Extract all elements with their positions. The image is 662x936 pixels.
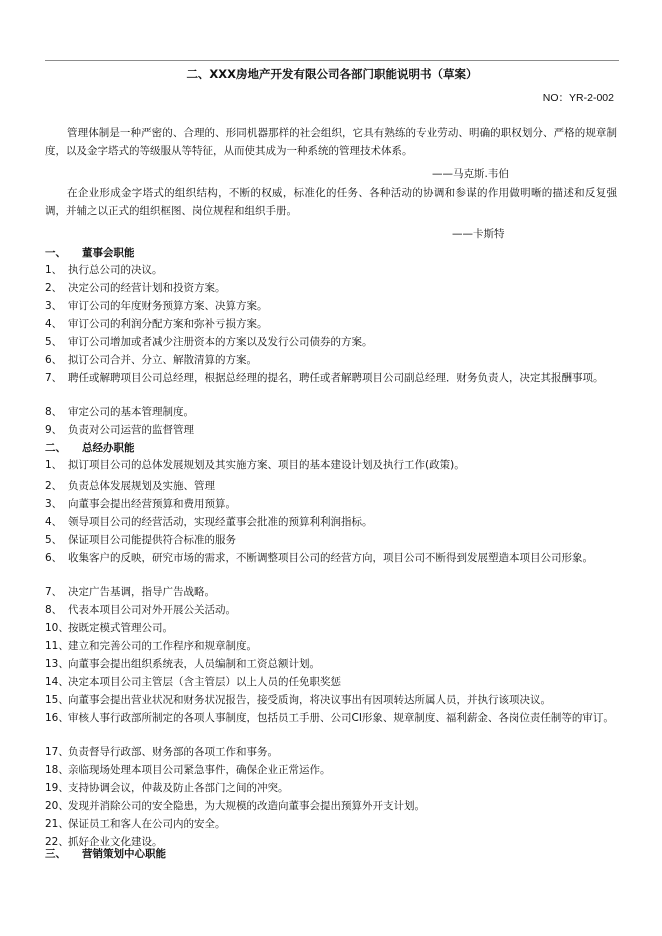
item-text: 发现并消除公司的安全隐患，为大规模的改造向董事会提出预算外开支计划。 bbox=[68, 800, 425, 812]
item-text: 审订公司的年度财务预算方案、决算方案。 bbox=[68, 300, 268, 312]
list-item bbox=[45, 584, 617, 600]
item-number: 5、 bbox=[45, 336, 63, 348]
item-text: 执行总公司的决议。 bbox=[68, 264, 163, 276]
item-number: 13、 bbox=[45, 658, 69, 670]
list-item bbox=[45, 674, 617, 690]
list-item bbox=[45, 478, 617, 494]
item-text: 负责总体发展规划及实施、管理 bbox=[68, 480, 215, 492]
item-number: 3、 bbox=[45, 300, 63, 312]
item-text: 拟订公司合并、分立、解散清算的方案。 bbox=[68, 354, 257, 366]
list-item bbox=[45, 780, 617, 796]
item-number: 8、 bbox=[45, 604, 63, 616]
list-item bbox=[45, 298, 617, 314]
list-item bbox=[45, 334, 617, 350]
item-text: 决定公司的经营计划和投资方案。 bbox=[68, 282, 226, 294]
item-number: 17、 bbox=[45, 746, 69, 758]
item-number: 8、 bbox=[45, 406, 63, 418]
section-heading-board bbox=[45, 245, 135, 260]
item-number: 1、 bbox=[45, 459, 63, 471]
item-text: 保证项目公司能提供符合标准的服务 bbox=[68, 534, 236, 546]
item-text: 抓好企业文化建设。 bbox=[68, 836, 163, 848]
item-number: 9、 bbox=[45, 424, 63, 436]
item-number: 2、 bbox=[45, 282, 63, 294]
section-title: 总经办职能 bbox=[82, 442, 135, 454]
list-item bbox=[45, 816, 617, 832]
item-number: 6、 bbox=[45, 354, 63, 366]
list-item bbox=[45, 280, 617, 296]
intro-signature-kast: ——卡斯特 bbox=[452, 228, 505, 240]
list-item bbox=[45, 798, 617, 814]
item-number: 4、 bbox=[45, 318, 63, 330]
list-item bbox=[45, 532, 617, 548]
list-item bbox=[45, 550, 617, 566]
list-item bbox=[45, 422, 617, 438]
list-item bbox=[45, 602, 617, 618]
list-item bbox=[45, 514, 617, 530]
section-heading-gm-office bbox=[45, 440, 135, 455]
intro-quote-kast: 在企业形成金字塔式的组织结构，不断的权威，标准化的任务、各种活动的协调和参谋的作用做明晰的描述和反复强调，并辅之以正式的组织框图、岗位规程和组织手册。 bbox=[45, 187, 617, 217]
list-item bbox=[45, 370, 617, 386]
item-number: 11、 bbox=[45, 640, 69, 652]
item-text: 决定本项目公司主管层（含主管层）以上人员的任免职奖惩 bbox=[68, 676, 341, 688]
item-text: 向董事会提出营业状况和财务状况报告，接受质询，将决议事出有因项转达所属人员，并执行该项决议。 bbox=[68, 694, 551, 706]
item-text: 按既定模式管理公司。 bbox=[68, 622, 173, 634]
item-text: 决定广告基调，指导广告战略。 bbox=[68, 586, 215, 598]
section-number: 三、 bbox=[45, 848, 66, 860]
intro-quote-weber: 管理体制是一种严密的、合理的、形同机器那样的社会组织，它具有熟练的专业劳动、明确的职权划分、严格的规章制度，以及金字塔式的等级服从等特征，从而使其成为一种系统的管理技术体系。 bbox=[45, 127, 617, 157]
item-text: 聘任或解聘项目公司总经理，根据总经理的提名，聘任或者解聘项目公司副总经理．财务负责人，决定其报酬事项。 bbox=[68, 372, 604, 384]
item-text: 审定公司的基本管理制度。 bbox=[68, 406, 194, 418]
item-text: 建立和完善公司的工作程序和规章制度。 bbox=[68, 640, 257, 652]
item-number: 7、 bbox=[45, 372, 63, 384]
header-rule bbox=[45, 60, 619, 61]
list-item bbox=[45, 762, 617, 778]
section-number: 一、 bbox=[45, 247, 66, 259]
item-number: 20、 bbox=[45, 800, 69, 812]
list-item bbox=[45, 638, 617, 654]
section-title: 董事会职能 bbox=[82, 247, 135, 259]
item-text: 负责对公司运营的监督管理 bbox=[68, 424, 194, 436]
list-item bbox=[45, 710, 617, 726]
item-number: 10、 bbox=[45, 622, 69, 634]
item-number: 19、 bbox=[45, 782, 69, 794]
item-number: 14、 bbox=[45, 676, 69, 688]
item-number: 3、 bbox=[45, 498, 63, 510]
item-number: 4、 bbox=[45, 516, 63, 528]
list-item bbox=[45, 656, 617, 672]
item-number: 21、 bbox=[45, 818, 69, 830]
item-text: 拟订项目公司的总体发展规划及其实施方案、项目的基本建设计划及执行工作(政策)。 bbox=[68, 459, 465, 471]
list-item bbox=[45, 457, 617, 473]
list-item bbox=[45, 404, 617, 420]
item-text: 亲临现场处理本项目公司紧急事件，确保企业正常运作。 bbox=[68, 764, 331, 776]
list-item bbox=[45, 744, 617, 760]
item-number: 18、 bbox=[45, 764, 69, 776]
item-number: 16、 bbox=[45, 712, 69, 724]
item-text: 负责督导行政部、财务部的各项工作和事务。 bbox=[68, 746, 278, 758]
item-number: 22、 bbox=[45, 836, 69, 848]
document-title: 二、XXX房地产开发有限公司各部门职能说明书（草案） bbox=[186, 67, 478, 81]
section-heading-marketing bbox=[45, 846, 166, 861]
item-text: 审核人事行政部所制定的各项人事制度，包括员工手册、公司CI形象、规章制度、福利薪金、各岗位责任制等的审订。 bbox=[68, 712, 614, 724]
list-item bbox=[45, 352, 617, 368]
item-text: 收集客户的反映，研究市场的需求，不断调整项目公司的经营方向，项目公司不断得到发展塑造本项目公司形象。 bbox=[68, 552, 593, 564]
item-number: 6、 bbox=[45, 552, 63, 564]
list-item bbox=[45, 692, 617, 708]
item-text: 领导项目公司的经营活动，实现经董事会批准的预算利利润指标。 bbox=[68, 516, 373, 528]
item-number: 5、 bbox=[45, 534, 63, 546]
item-number: 1、 bbox=[45, 264, 63, 276]
list-item bbox=[45, 262, 617, 278]
item-text: 保证员工和客人在公司内的安全。 bbox=[68, 818, 226, 830]
item-text: 代表本项目公司对外开展公关活动。 bbox=[68, 604, 236, 616]
list-item bbox=[45, 496, 617, 512]
intro-signature-weber: ——马克斯.韦伯 bbox=[432, 168, 509, 180]
item-number: 7、 bbox=[45, 586, 63, 598]
item-text: 审订公司增加或者减少注册资本的方案以及发行公司债券的方案。 bbox=[68, 336, 373, 348]
list-item bbox=[45, 620, 617, 636]
document-number: NO：YR-2-002 bbox=[542, 92, 614, 104]
section-number: 二、 bbox=[45, 442, 66, 454]
item-text: 审订公司的利润分配方案和弥补亏损方案。 bbox=[68, 318, 268, 330]
section-title: 营销策划中心职能 bbox=[82, 848, 166, 860]
item-number: 15、 bbox=[45, 694, 69, 706]
item-text: 向董事会提出经营预算和费用预算。 bbox=[68, 498, 236, 510]
item-text: 支持协调会议，仲裁及防止各部门之间的冲突。 bbox=[68, 782, 289, 794]
item-number: 2、 bbox=[45, 480, 63, 492]
list-item bbox=[45, 316, 617, 332]
item-text: 向董事会提出组织系统表，人员编制和工资总额计划。 bbox=[68, 658, 320, 670]
